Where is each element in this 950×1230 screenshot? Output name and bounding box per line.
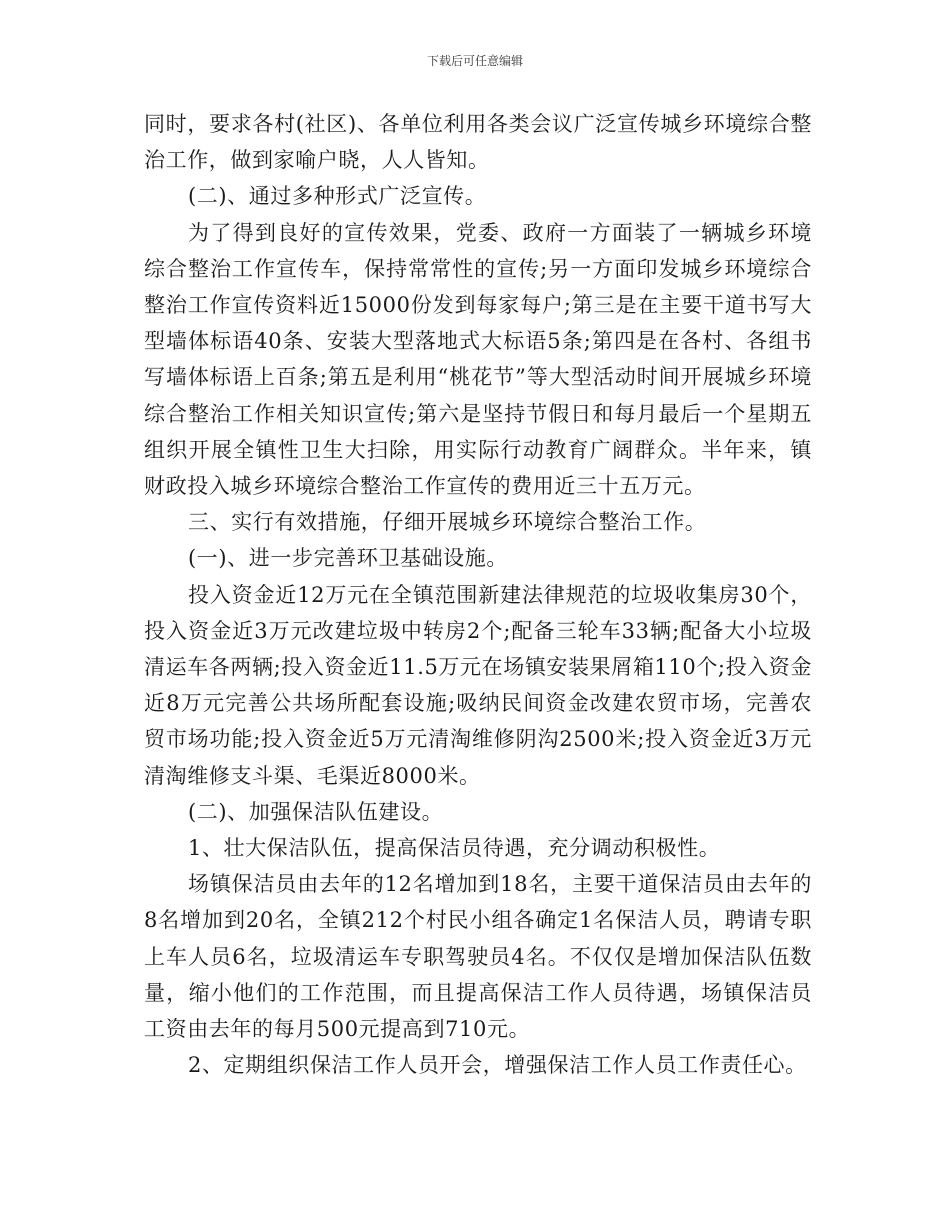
paragraph: 投入资金近12万元在全镇范围新建法律规范的垃圾收集房30个，投入资金近3万元改建垃圾中转房2个;配备三轮车33辆;配备大小垃圾清运车各两辆;投入资金近11.5万元在场镇安装果屑箱110个;投入资金近8万元完善公共场所配套设施;吸纳民间资金改建农贸市场，完善农贸市场功能;投入资金近5万元清淘维修阴沟2500米;投入资金近3万元清淘维修支斗渠、毛渠近8000米。 [144, 582, 812, 788]
section-heading: (二)、通过多种形式广泛宣传。 [188, 184, 487, 209]
section-heading: 三、实行有效措施，仔细开展城乡环境综合整治工作。 [188, 510, 707, 535]
document-body [144, 106, 812, 1083]
section-heading: (一)、进一步完善环卫基础设施。 [188, 546, 508, 571]
list-item: 1、壮大保洁队伍，提高保洁员待遇，充分调动积极性。 [188, 836, 721, 861]
paragraph: 场镇保洁员由去年的12名增加到18名，主要干道保洁员由去年的8名增加到20名，全镇212个村民小组各确定1名保洁人员，聘请专职上车人员6名，垃圾清运车专职驾驶员4名。不仅仅是增加保洁队伍数量，缩小他们的工作范围，而且提高保洁工作人员待遇，场镇保洁员工资由去年的每月500元提高到710元。 [144, 872, 812, 1042]
paragraph: 同时，要求各村(社区)、各单位利用各类会议广泛宣传城乡环境综合整治工作，做到家喻户晓，人人皆知。 [144, 112, 812, 173]
paragraph: 为了得到良好的宣传效果，党委、政府一方面装了一辆城乡环境综合整治工作宣传车，保持常常性的宣传;另一方面印发城乡环境综合整治工作宣传资料近15000份发到每家每户;第三是在主要干道书写大型墙体标语40条、安装大型落地式大标语5条;第四是在各村、各组书写墙体标语上百条;第五是利用“桃花节”等大型活动时间开展城乡环境综合整治工作相关知识宣传;第六是坚持节假日和每月最后一个星期五组织开展全镇性卫生大扫除，用实际行动教育广阔群众。半年来，镇财政投入城乡环境综合整治工作宣传的费用近三十五万元。 [144, 220, 812, 499]
list-item: 2、定期组织保洁工作人员开会，增强保洁工作人员工作责任心。 [188, 1053, 807, 1078]
section-heading: (二)、加强保洁队伍建设。 [188, 799, 444, 824]
page-header: 下载后可任意编辑 [426, 54, 523, 68]
